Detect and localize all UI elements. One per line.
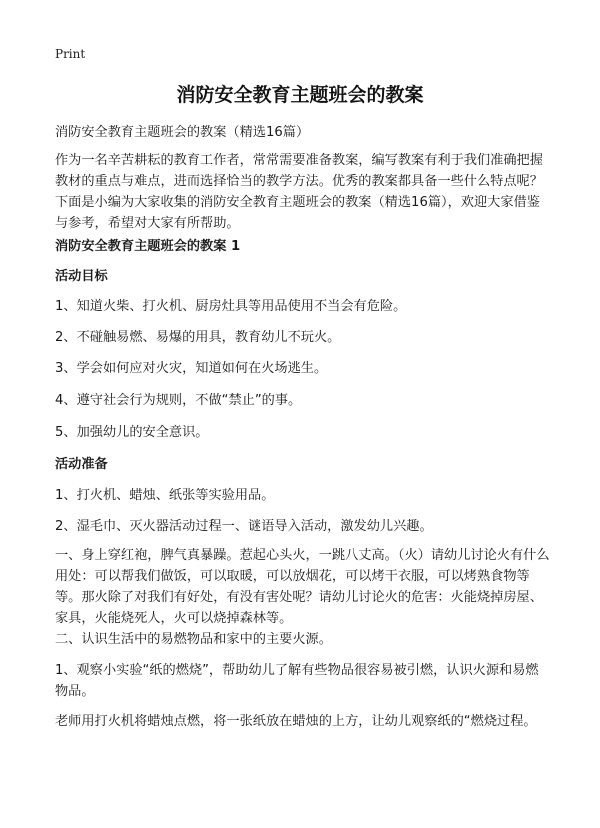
experiment-paragraph: 1、观察小实验“纸的燃烧”，帮助幼儿了解有些物品很容易被引燃，认识火源和易燃物品。 xyxy=(55,663,539,699)
process-paragraph-1: 一、身上穿红袍，脾气真暴躁。惹起心头火，一跳八丈高。（火）请幼儿讨论火有什么用处：可以帮我们做饭，可以取暖，可以放烟花，可以烤干衣服，可以烤熟食物等等。那火除了对我们有好处，有没有害处呢？请幼儿讨论火的危害：火能烧掉房屋、家具，火能烧死人，火可以烧掉森林等。 xyxy=(55,548,550,626)
goal-item-3: 3、学会如何应对火灾，知道如何在火场逃生。 xyxy=(55,361,328,376)
intro-paragraph: 作为一名辛苦耕耘的教育工作者，常常需要准备教案，编写教案有利于我们准确把握教材的重点与难点，进而选择恰当的教学方法。优秀的教案都具备一些什么特点呢？下面是小编为大家收集的消防安全教育主题班会的教案（精选16篇），欢迎大家借鉴与参考，希望对大家有所帮助。 xyxy=(55,153,543,231)
teacher-paragraph: 老师用打火机将蜡烛点燃，将一张纸放在蜡烛的上方，让幼儿观察纸的“燃烧过程。 xyxy=(55,714,537,729)
process-paragraph-2: 二、认识生活中的易燃物品和家中的主要火源。 xyxy=(55,632,332,647)
goal-item-2: 2、不碰触易燃、易爆的用具，教育幼儿不玩火。 xyxy=(55,330,341,345)
print-label: Print xyxy=(55,47,86,61)
section-heading-1: 消防安全教育主题班会的教案 1 xyxy=(55,239,241,254)
document-title: 消防安全教育主题班会的教案 xyxy=(176,84,424,106)
goal-item-1: 1、知道火柴、打火机、厨房灶具等用品使用不当会有危险。 xyxy=(55,299,407,314)
prep-item-1: 1、打火机、蜡烛、纸张等实验用品。 xyxy=(55,488,275,503)
goal-item-4: 4、遵守社会行为规则，不做“禁止”的事。 xyxy=(55,393,302,408)
prep-item-2: 2、湿毛巾、灭火器活动过程一、谜语导入活动，激发幼儿兴趣。 xyxy=(55,519,433,534)
subtitle-paragraph: 消防安全教育主题班会的教案（精选16篇） xyxy=(55,125,310,140)
activity-prep-heading: 活动准备 xyxy=(55,457,108,472)
goal-item-5: 5、加强幼儿的安全意识。 xyxy=(55,425,209,440)
activity-goals-heading: 活动目标 xyxy=(55,269,108,284)
